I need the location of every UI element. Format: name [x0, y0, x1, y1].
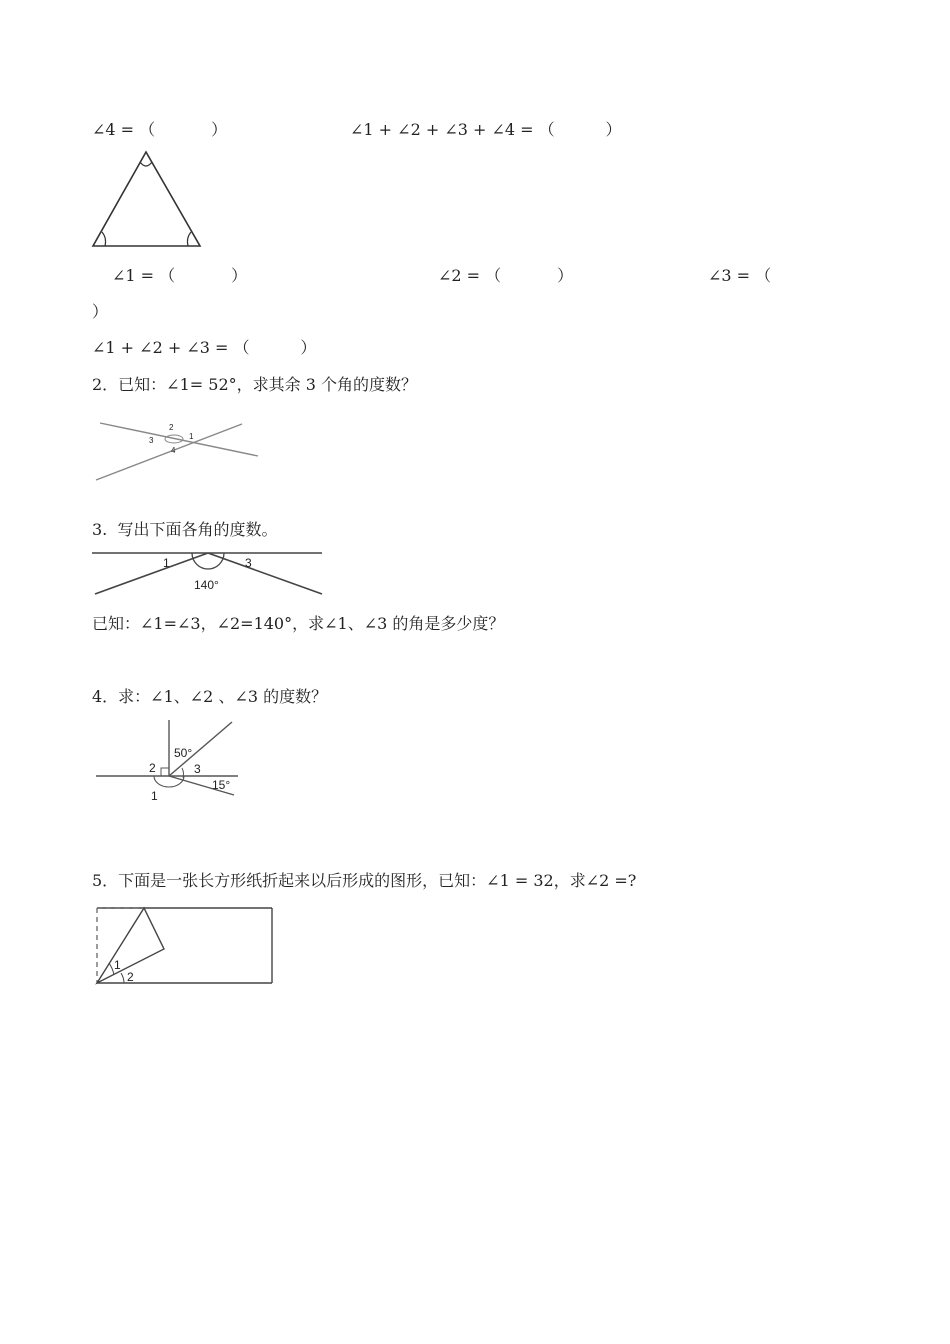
angle4-prompt: ∠4 = （ ） — [92, 120, 228, 139]
q4-figure — [94, 718, 242, 806]
q3-label-3: 3 — [245, 556, 252, 570]
quad-sum-prompt: ∠1 + ∠2 + ∠3 + ∠4 = （ ） — [350, 120, 622, 139]
q4-label-3: 3 — [194, 762, 201, 776]
q4-label-1: 1 — [151, 789, 158, 803]
q2-line-a — [100, 423, 258, 456]
q3-left-ray — [95, 553, 208, 594]
triangle-figure — [88, 148, 208, 252]
q4-text: 4．求：∠1、∠2 、∠3 的度数？ — [92, 687, 328, 706]
tri-angle3-prompt: ∠3 = （ — [708, 266, 772, 285]
q3-figure — [90, 546, 326, 602]
q3-label-140: 140° — [194, 578, 219, 592]
q3-given: 已知：∠1=∠3，∠2=140°，求∠1、∠3 的角是多少度？ — [92, 614, 505, 633]
q2-text: 2．已知：∠1= 52°，求其余 3 个角的度数？ — [92, 375, 417, 394]
q4-label-50: 50° — [174, 746, 193, 760]
q5-figure — [92, 903, 278, 987]
q4-label-2: 2 — [149, 761, 156, 775]
q2-label-3: 3 — [149, 436, 154, 445]
q5-text: 5．下面是一张长方形纸折起来以后形成的图形，已知：∠1 = 32，求∠2 =? — [92, 871, 637, 890]
q3-label-1: 1 — [163, 556, 170, 570]
q4-angle-arc — [154, 776, 184, 787]
tri-angle3-close: ） — [92, 302, 109, 321]
q3-right-ray — [208, 553, 322, 594]
q2-line-b — [96, 424, 242, 480]
q5-angle2-arc — [121, 973, 124, 983]
q3-angle-arc — [192, 553, 224, 569]
triangle-left-arc — [102, 232, 106, 246]
q2-label-2: 2 — [169, 423, 174, 432]
q2-label-1: 1 — [189, 432, 194, 441]
q5-label-1: 1 — [114, 958, 121, 972]
q4-label-15: 15° — [212, 778, 231, 792]
q2-label-4: 4 — [171, 446, 176, 455]
triangle-right-arc — [187, 232, 191, 246]
tri-sum-prompt: ∠1 + ∠2 + ∠3 = （ ） — [92, 338, 317, 357]
q3-text: 3. 写出下面各角的度数。 — [92, 520, 278, 539]
tri-angle2-prompt: ∠2 = （ ） — [438, 266, 574, 285]
tri-angle1-prompt: ∠1 = （ ） — [112, 266, 248, 285]
q5-label-2: 2 — [127, 970, 134, 984]
triangle-top-arc — [140, 162, 152, 166]
q4-right-angle-mark — [161, 768, 169, 776]
q2-figure — [92, 414, 262, 484]
